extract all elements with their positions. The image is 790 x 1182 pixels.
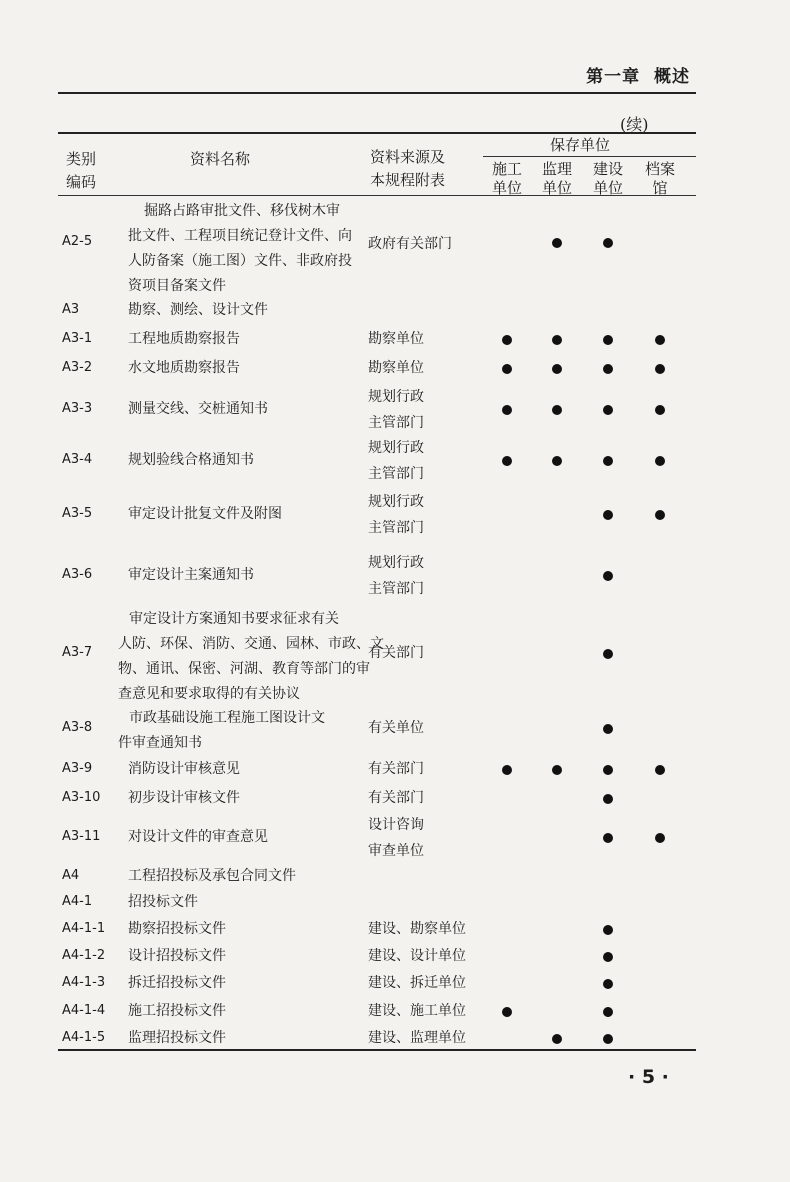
row-name-line: 招投标文件: [128, 894, 198, 910]
row-name-line: 审定设计方案通知书要求征求有关: [129, 611, 339, 627]
row-name-line: 监理招投标文件: [128, 1030, 226, 1046]
row-code: A4-1: [62, 894, 93, 909]
storage-dot: [655, 405, 665, 415]
table-top-rule: [58, 132, 696, 134]
row-source-line: 规划行政: [368, 555, 424, 571]
row-source-line: 建设、施工单位: [368, 1003, 466, 1019]
row-code: A3-10: [62, 790, 101, 805]
storage-dot: [502, 456, 512, 466]
col-header-unit: 档案 馆: [644, 160, 675, 197]
row-name-line: 规划验线合格通知书: [128, 452, 254, 468]
row-source-line: 规划行政: [368, 389, 424, 405]
row-code: A4-1-4: [62, 1003, 106, 1018]
storage-dot: [603, 571, 613, 581]
storage-dot: [655, 510, 665, 520]
row-name-line: 对设计文件的审查意见: [128, 829, 268, 845]
row-name-line: 勘察、测绘、设计文件: [128, 302, 268, 318]
row-name-line: 人防备案（施工图）文件、非政府投: [128, 253, 352, 269]
row-name-line: 掘路占路审批文件、移伐树木审: [144, 203, 340, 219]
row-source-line: 主管部门: [368, 466, 424, 482]
row-source-line: 建设、拆迁单位: [368, 975, 466, 991]
row-code: A3-1: [62, 331, 93, 346]
storage-dot: [552, 1034, 562, 1044]
storage-dot: [603, 238, 613, 248]
storage-dot: [603, 765, 613, 775]
storage-dot: [502, 405, 512, 415]
storage-dot: [603, 456, 613, 466]
row-code: A4-1-2: [62, 948, 106, 963]
storage-dot: [603, 649, 613, 659]
col-header-unit: 施工 单位: [491, 160, 522, 197]
row-source-line: 主管部门: [368, 581, 424, 597]
storage-dot: [552, 765, 562, 775]
row-source-line: 审查单位: [368, 843, 424, 859]
row-name-line: 初步设计审核文件: [128, 790, 240, 806]
storage-sub-rule: [483, 156, 696, 157]
row-source-line: 有关单位: [368, 720, 424, 736]
table-header-rule: [58, 195, 696, 196]
row-source-line: 勘察单位: [368, 360, 424, 376]
col-header-source: 资料来源及 本规程附表: [370, 148, 446, 189]
row-name-line: 资项目备案文件: [128, 278, 226, 294]
chapter-number: 第一章: [586, 67, 641, 87]
storage-dot: [603, 510, 613, 520]
chapter-heading: [586, 62, 690, 87]
row-code: A3-6: [62, 567, 93, 582]
row-name-line: 工程招投标及承包合同文件: [128, 868, 296, 884]
row-code: A3: [62, 302, 80, 317]
storage-dot: [655, 765, 665, 775]
row-source-line: 勘察单位: [368, 331, 424, 347]
storage-dot: [603, 952, 613, 962]
storage-dot: [552, 456, 562, 466]
row-code: A3-3: [62, 401, 93, 416]
storage-dot: [603, 833, 613, 843]
storage-dot: [552, 364, 562, 374]
storage-dot: [655, 335, 665, 345]
storage-dot: [603, 1007, 613, 1017]
storage-dot: [603, 925, 613, 935]
storage-dot: [655, 456, 665, 466]
row-source-line: 有关部门: [368, 790, 424, 806]
row-name-line: 水文地质勘察报告: [128, 360, 240, 376]
row-source-line: 建设、监理单位: [368, 1030, 466, 1046]
page-number: · 5 ·: [628, 1066, 669, 1088]
row-name-line: 勘察招投标文件: [128, 921, 226, 937]
row-name-line: 测量交线、交桩通知书: [128, 401, 268, 417]
col-header-storage: 保存单位: [550, 136, 611, 154]
storage-dot: [603, 1034, 613, 1044]
storage-dot: [552, 335, 562, 345]
row-name-line: 查意见和要求取得的有关协议: [118, 686, 300, 702]
row-name-line: 消防设计审核意见: [128, 761, 240, 777]
row-code: A3-9: [62, 761, 93, 776]
row-name-line: 市政基础设施工程施工图设计文: [129, 710, 325, 726]
row-code: A4: [62, 868, 80, 883]
row-source-line: 规划行政: [368, 494, 424, 510]
storage-dot: [502, 364, 512, 374]
row-code: A3-7: [62, 645, 93, 660]
row-name-line: 拆迁招投标文件: [128, 975, 226, 991]
storage-dot: [603, 979, 613, 989]
row-source-line: 有关部门: [368, 761, 424, 777]
row-code: A3-8: [62, 720, 93, 735]
row-name-line: 物、通讯、保密、河湖、教育等部门的审: [118, 661, 370, 677]
row-code: A3-5: [62, 506, 93, 521]
storage-dot: [502, 765, 512, 775]
col-header-unit: 建设 单位: [592, 160, 623, 197]
row-code: A3-11: [62, 829, 101, 844]
col-header-code: 类别 编码: [66, 150, 97, 191]
row-code: A3-2: [62, 360, 93, 375]
row-source-line: 政府有关部门: [368, 236, 452, 252]
continued-label: (续): [620, 115, 649, 134]
row-source-line: 规划行政: [368, 440, 424, 456]
storage-dot: [603, 724, 613, 734]
storage-dot: [655, 364, 665, 374]
row-source-line: 设计咨询: [368, 817, 424, 833]
header-rule: [58, 92, 696, 94]
row-code: A4-1-3: [62, 975, 106, 990]
chapter-title: 概述: [654, 67, 690, 87]
table-bottom-rule: [58, 1049, 696, 1051]
storage-dot: [655, 833, 665, 843]
storage-dot: [552, 405, 562, 415]
col-header-unit: 监理 单位: [541, 160, 572, 197]
storage-dot: [603, 335, 613, 345]
row-name-line: 审定设计批复文件及附图: [128, 506, 282, 522]
row-source-line: 建设、设计单位: [368, 948, 466, 964]
row-source-line: 主管部门: [368, 520, 424, 536]
storage-dot: [603, 794, 613, 804]
row-name-line: 审定设计主案通知书: [128, 567, 254, 583]
row-name-line: 批文件、工程项目统记登计文件、向: [128, 228, 352, 244]
storage-dot: [502, 335, 512, 345]
storage-dot: [603, 405, 613, 415]
storage-dot: [552, 238, 562, 248]
row-source-line: 建设、勘察单位: [368, 921, 466, 937]
row-source-line: 有关部门: [368, 645, 424, 661]
col-header-name: 资料名称: [190, 150, 251, 168]
row-code: A4-1-5: [62, 1030, 106, 1045]
row-name-line: 设计招投标文件: [128, 948, 226, 964]
storage-dot: [603, 364, 613, 374]
row-name-line: 人防、环保、消防、交通、园林、市政、文: [118, 636, 384, 652]
row-code: A2-5: [62, 234, 93, 249]
row-name-line: 件审查通知书: [118, 735, 202, 751]
row-source-line: 主管部门: [368, 415, 424, 431]
row-name-line: 工程地质勘察报告: [128, 331, 240, 347]
row-code: A4-1-1: [62, 921, 106, 936]
row-name-line: 施工招投标文件: [128, 1003, 226, 1019]
storage-dot: [502, 1007, 512, 1017]
row-code: A3-4: [62, 452, 93, 467]
